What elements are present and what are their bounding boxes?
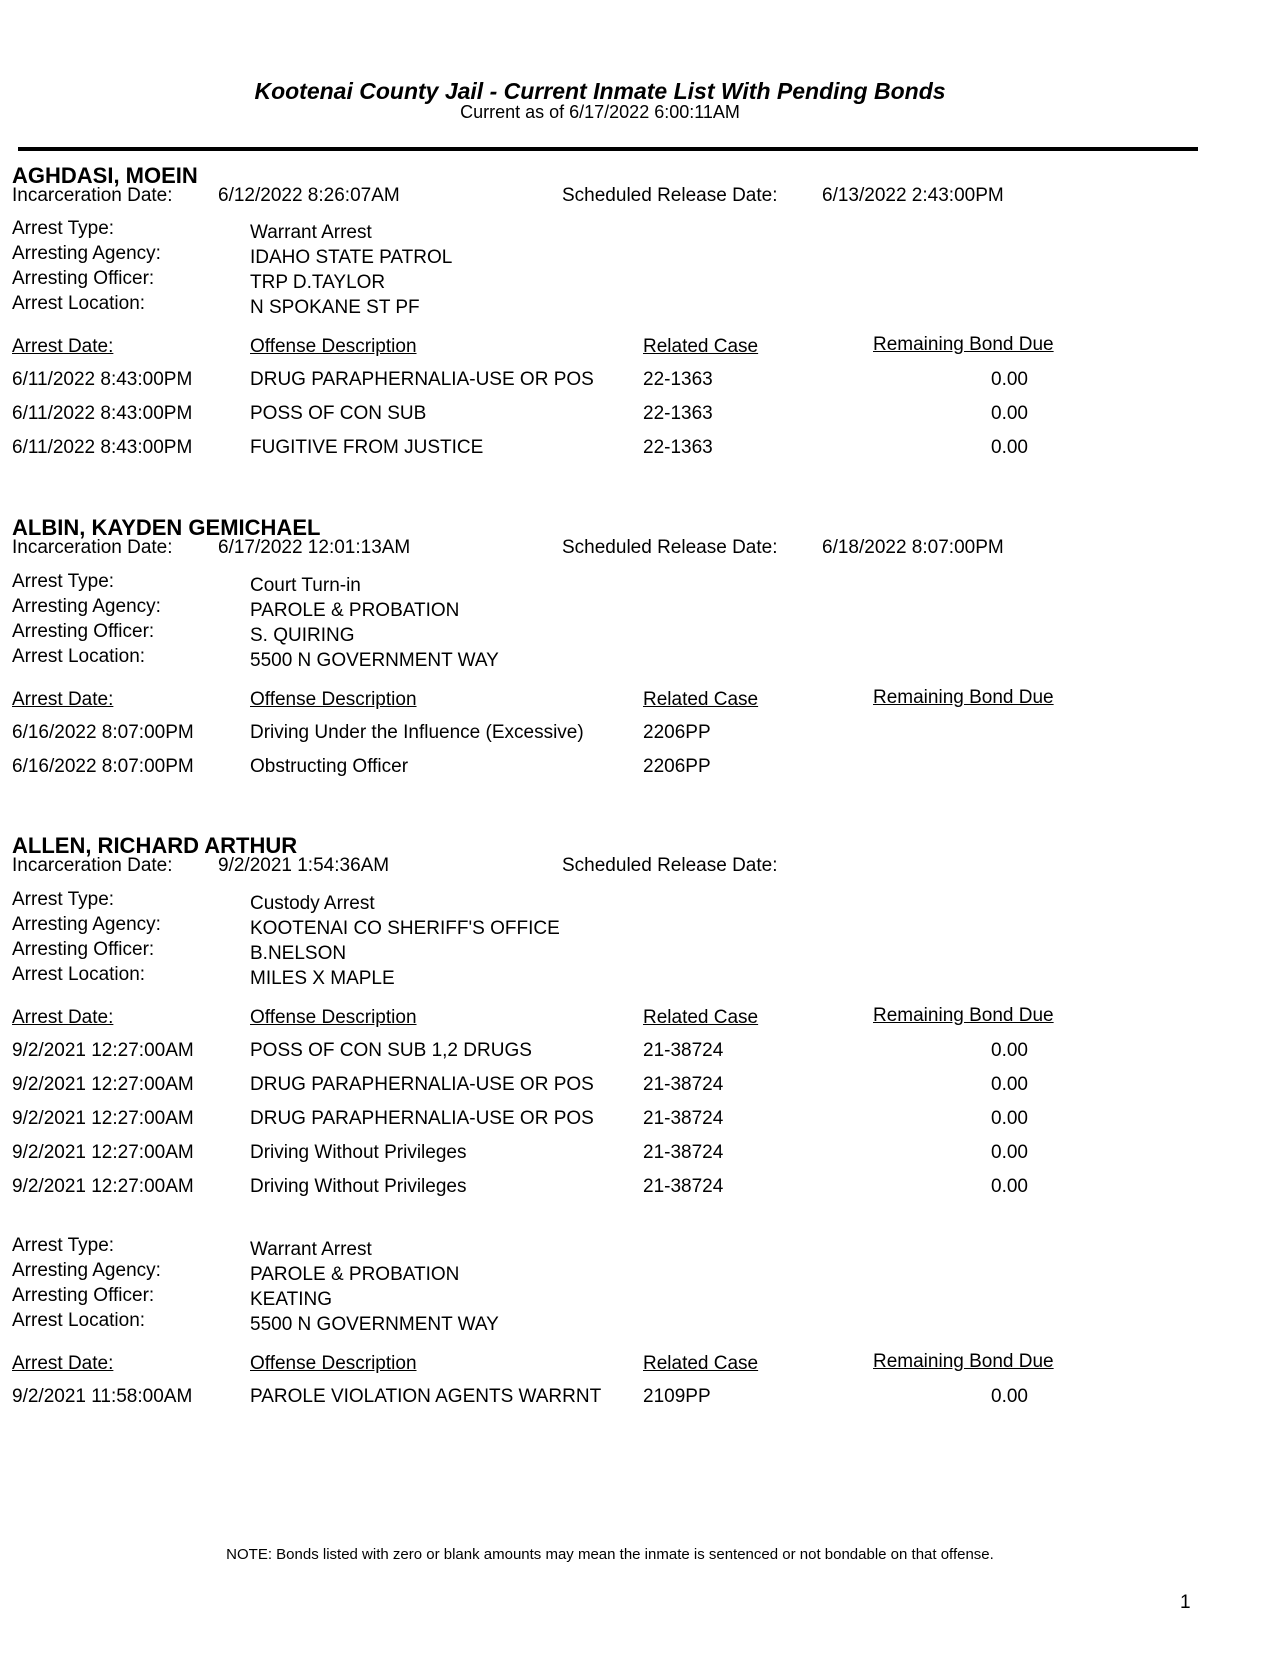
arrest-type-value: Warrant Arrest	[250, 1239, 372, 1260]
col-header-arrest-date: Arrest Date:	[12, 689, 114, 710]
arresting-officer-label: Arresting Officer:	[12, 939, 155, 960]
arresting-officer-value: S. QUIRING	[250, 625, 355, 646]
arrest-location-value: 5500 N GOVERNMENT WAY	[250, 1314, 499, 1335]
charge-arrest-date: 9/2/2021 12:27:00AM	[12, 1040, 194, 1061]
incarceration-date-value: 9/2/2021 1:54:36AM	[218, 855, 390, 876]
incarceration-date-value: 6/12/2022 8:26:07AM	[218, 185, 400, 206]
charge-offense: DRUG PARAPHERNALIA-USE OR POS	[250, 1074, 594, 1095]
col-header-bond-due: Remaining Bond Due	[873, 687, 1054, 708]
col-header-offense: Offense Description	[250, 689, 417, 710]
arresting-agency-label: Arresting Agency:	[12, 243, 161, 264]
charge-arrest-date: 9/2/2021 11:58:00AM	[12, 1386, 193, 1407]
inmate-name: ALLEN, RICHARD ARTHUR	[12, 833, 298, 858]
col-header-offense: Offense Description	[250, 336, 417, 357]
release-date-label: Scheduled Release Date:	[562, 185, 778, 206]
release-date-value: 6/13/2022 2:43:00PM	[822, 185, 1004, 206]
charge-bond-due: 0.00	[991, 1142, 1028, 1163]
col-header-related-case: Related Case	[643, 689, 759, 710]
arrest-location-label: Arrest Location:	[12, 293, 146, 314]
release-date-label: Scheduled Release Date:	[562, 855, 778, 876]
charge-related-case: 22-1363	[643, 437, 713, 458]
charge-arrest-date: 6/11/2022 8:43:00PM	[12, 437, 193, 458]
charge-related-case: 2109PP	[643, 1386, 711, 1407]
report-title: Kootenai County Jail - Current Inmate List With Pending Bonds	[254, 78, 946, 104]
arresting-agency-label: Arresting Agency:	[12, 596, 161, 617]
charge-bond-due: 0.00	[991, 1108, 1028, 1129]
charge-offense: PAROLE VIOLATION AGENTS WARRNT	[250, 1386, 602, 1407]
charge-related-case: 21-38724	[643, 1040, 724, 1061]
col-header-arrest-date: Arrest Date:	[12, 1007, 114, 1028]
arrest-type-label: Arrest Type:	[12, 889, 115, 910]
charge-arrest-date: 6/11/2022 8:43:00PM	[12, 403, 193, 424]
col-header-bond-due: Remaining Bond Due	[873, 334, 1054, 355]
charge-bond-due: 0.00	[991, 437, 1028, 458]
charge-offense: POSS OF CON SUB	[250, 403, 427, 424]
incarceration-date-label: Incarceration Date:	[12, 537, 173, 558]
charge-arrest-date: 6/16/2022 8:07:00PM	[12, 722, 194, 743]
col-header-related-case: Related Case	[643, 336, 759, 357]
col-header-bond-due: Remaining Bond Due	[873, 1351, 1054, 1372]
report-timestamp: Current as of 6/17/2022 6:00:11AM	[460, 102, 740, 122]
charge-offense: POSS OF CON SUB 1,2 DRUGS	[250, 1040, 532, 1061]
incarceration-date-value: 6/17/2022 12:01:13AM	[218, 537, 411, 558]
arrest-type-value: Court Turn-in	[250, 575, 361, 596]
arrest-type-label: Arrest Type:	[12, 218, 115, 239]
charge-arrest-date: 6/11/2022 8:43:00PM	[12, 369, 193, 390]
arresting-agency-value: PAROLE & PROBATION	[250, 600, 460, 621]
charge-related-case: 2206PP	[643, 756, 711, 777]
charge-arrest-date: 6/16/2022 8:07:00PM	[12, 756, 194, 777]
arresting-agency-value: PAROLE & PROBATION	[250, 1264, 460, 1285]
col-header-bond-due: Remaining Bond Due	[873, 1005, 1054, 1026]
arrest-location-value: 5500 N GOVERNMENT WAY	[250, 650, 499, 671]
charge-arrest-date: 9/2/2021 12:27:00AM	[12, 1142, 194, 1163]
arrest-location-label: Arrest Location:	[12, 1310, 146, 1331]
release-date-label: Scheduled Release Date:	[562, 537, 778, 558]
col-header-arrest-date: Arrest Date:	[12, 336, 114, 357]
col-header-offense: Offense Description	[250, 1353, 417, 1374]
charge-bond-due: 0.00	[991, 1176, 1028, 1197]
arrest-type-label: Arrest Type:	[12, 1235, 115, 1256]
arresting-officer-label: Arresting Officer:	[12, 268, 155, 289]
inmate-name: AGHDASI, MOEIN	[12, 163, 198, 188]
charge-related-case: 21-38724	[643, 1074, 724, 1095]
footer-note: NOTE: Bonds listed with zero or blank amounts may mean the inmate is sentenced or not bondable on that offense.	[226, 1546, 994, 1563]
charge-offense: Obstructing Officer	[250, 756, 409, 777]
arresting-agency-value: IDAHO STATE PATROL	[250, 247, 453, 268]
arrest-type-value: Custody Arrest	[250, 893, 375, 914]
incarceration-date-label: Incarceration Date:	[12, 185, 173, 206]
arresting-agency-label: Arresting Agency:	[12, 914, 161, 935]
charge-related-case: 21-38724	[643, 1108, 724, 1129]
arresting-officer-value: TRP D.TAYLOR	[250, 272, 386, 293]
charge-related-case: 2206PP	[643, 722, 711, 743]
charge-offense: DRUG PARAPHERNALIA-USE OR POS	[250, 369, 594, 390]
col-header-related-case: Related Case	[643, 1007, 759, 1028]
arresting-officer-label: Arresting Officer:	[12, 621, 155, 642]
arresting-officer-label: Arresting Officer:	[12, 1285, 155, 1306]
arrest-location-label: Arrest Location:	[12, 964, 146, 985]
col-header-arrest-date: Arrest Date:	[12, 1353, 114, 1374]
charge-offense: FUGITIVE FROM JUSTICE	[250, 437, 484, 458]
arresting-officer-value: B.NELSON	[250, 943, 347, 964]
arrest-location-value: N SPOKANE ST PF	[250, 297, 420, 318]
charge-bond-due: 0.00	[991, 403, 1028, 424]
charge-bond-due: 0.00	[991, 1040, 1028, 1061]
arrest-type-value: Warrant Arrest	[250, 222, 372, 243]
arresting-officer-value: KEATING	[250, 1289, 332, 1310]
charge-bond-due: 0.00	[991, 1386, 1028, 1407]
charge-offense: Driving Without Privileges	[250, 1176, 467, 1197]
charge-offense: DRUG PARAPHERNALIA-USE OR POS	[250, 1108, 594, 1129]
inmate-name: ALBIN, KAYDEN GEMICHAEL	[12, 515, 321, 540]
charge-bond-due: 0.00	[991, 369, 1028, 390]
charge-related-case: 22-1363	[643, 403, 713, 424]
arrest-type-label: Arrest Type:	[12, 571, 115, 592]
charge-arrest-date: 9/2/2021 12:27:00AM	[12, 1074, 194, 1095]
charge-arrest-date: 9/2/2021 12:27:00AM	[12, 1176, 194, 1197]
arrest-location-label: Arrest Location:	[12, 646, 146, 667]
charge-offense: Driving Without Privileges	[250, 1142, 467, 1163]
charge-related-case: 22-1363	[643, 369, 713, 390]
arrest-location-value: MILES X MAPLE	[250, 968, 395, 989]
col-header-related-case: Related Case	[643, 1353, 759, 1374]
charge-related-case: 21-38724	[643, 1142, 724, 1163]
arresting-agency-label: Arresting Agency:	[12, 1260, 161, 1281]
charge-offense: Driving Under the Influence (Excessive)	[250, 722, 584, 743]
incarceration-date-label: Incarceration Date:	[12, 855, 173, 876]
charge-related-case: 21-38724	[643, 1176, 724, 1197]
arresting-agency-value: KOOTENAI CO SHERIFF'S OFFICE	[250, 918, 560, 939]
charge-bond-due: 0.00	[991, 1074, 1028, 1095]
release-date-value: 6/18/2022 8:07:00PM	[822, 537, 1004, 558]
charge-arrest-date: 9/2/2021 12:27:00AM	[12, 1108, 194, 1129]
col-header-offense: Offense Description	[250, 1007, 417, 1028]
header-divider	[18, 147, 1198, 151]
page-number: 1	[1180, 1592, 1191, 1613]
